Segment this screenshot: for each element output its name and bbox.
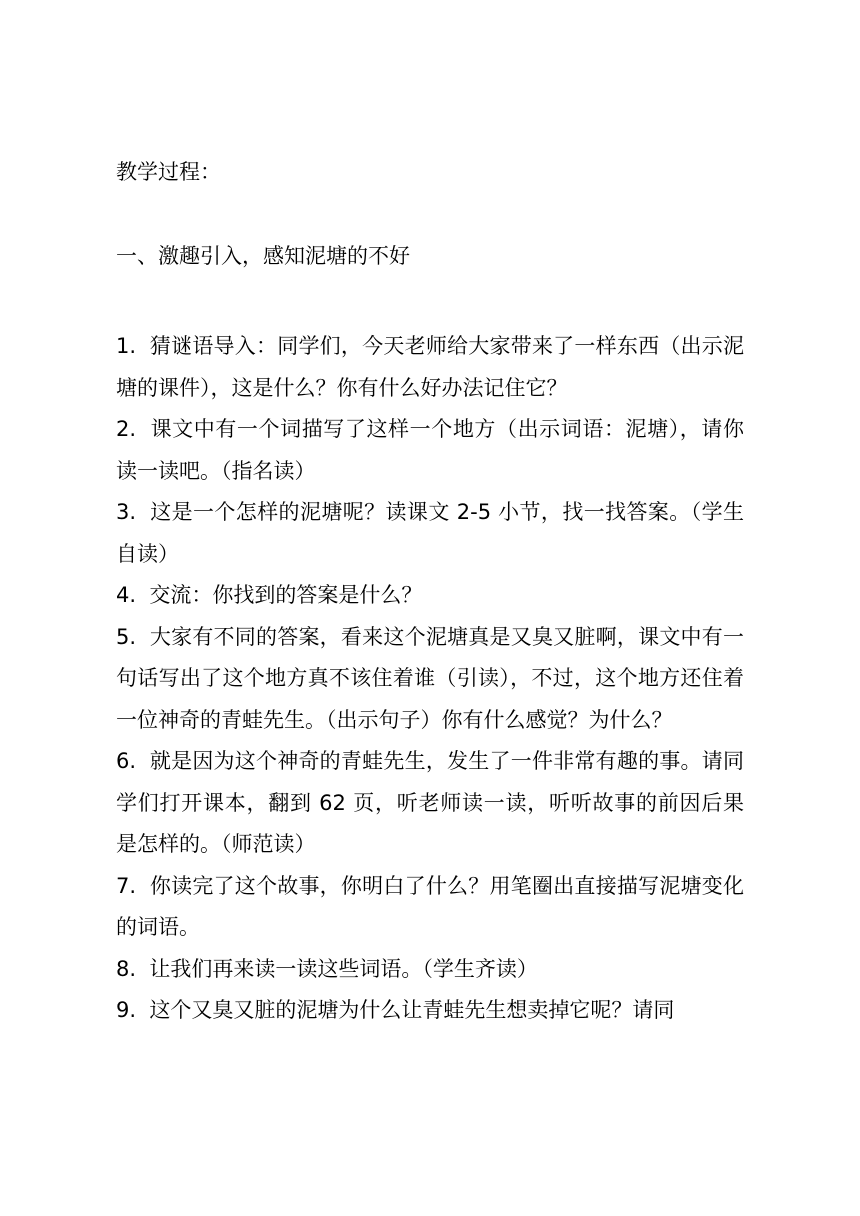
step-number: 7. [116,873,137,898]
list-item [116,492,744,575]
list-item [116,575,744,617]
step-number: 8. [116,956,137,981]
teaching-process-heading: 教学过程： [116,160,221,184]
step-text: 就是因为这个神奇的青蛙先生，发生了一件非常有趣的事。请同学们打开课本，翻到 62 页，听老师读一读，听听故事的前因后果是怎样的。（师范读） [116,749,744,856]
section-title: 一、激趣引入，感知泥塘的不好 [116,244,410,268]
list-item [116,990,744,1032]
step-text: 交流：你找到的答案是什么？ [149,583,423,607]
step-number: 9. [116,998,137,1022]
list-item [116,741,744,866]
step-number: 3. [116,500,137,524]
step-text: 这是一个怎样的泥塘呢？读课文 2-5 小节，找一找答案。（学生自读） [116,500,744,566]
step-number: 1. [116,334,137,358]
step-number: 2. [116,417,137,441]
step-text: 课文中有一个词描写了这样一个地方（出示词语：泥塘），请你读一读吧。（指名读） [116,417,744,483]
step-text: 猜谜语导入：同学们，今天老师给大家带来了一样东西（出示泥塘的课件），这是什么？你有什么好办法记住它？ [116,334,744,400]
step-text: 你读完了这个故事，你明白了什么？用笔圈出直接描写泥塘变化的词语。 [116,873,744,939]
list-item [116,949,744,991]
step-text: 让我们再来读一读这些词语。（学生齐读） [149,956,538,981]
list-item [116,617,744,742]
step-number: 6. [116,749,137,773]
step-list [116,326,744,1032]
step-number: 4. [116,583,137,607]
list-item [116,866,744,949]
list-item [116,409,744,492]
step-text: 这个又臭又脏的泥塘为什么让青蛙先生想卖掉它呢？请同 [149,998,675,1022]
step-text: 大家有不同的答案，看来这个泥塘真是又臭又脏啊，课文中有一句话写出了这个地方真不该住着谁（引读），不过，这个地方还住着一位神奇的青蛙先生。（出示句子）你有什么感觉？为什么？ [116,624,744,732]
list-item [116,326,744,409]
step-number: 5. [116,624,137,649]
